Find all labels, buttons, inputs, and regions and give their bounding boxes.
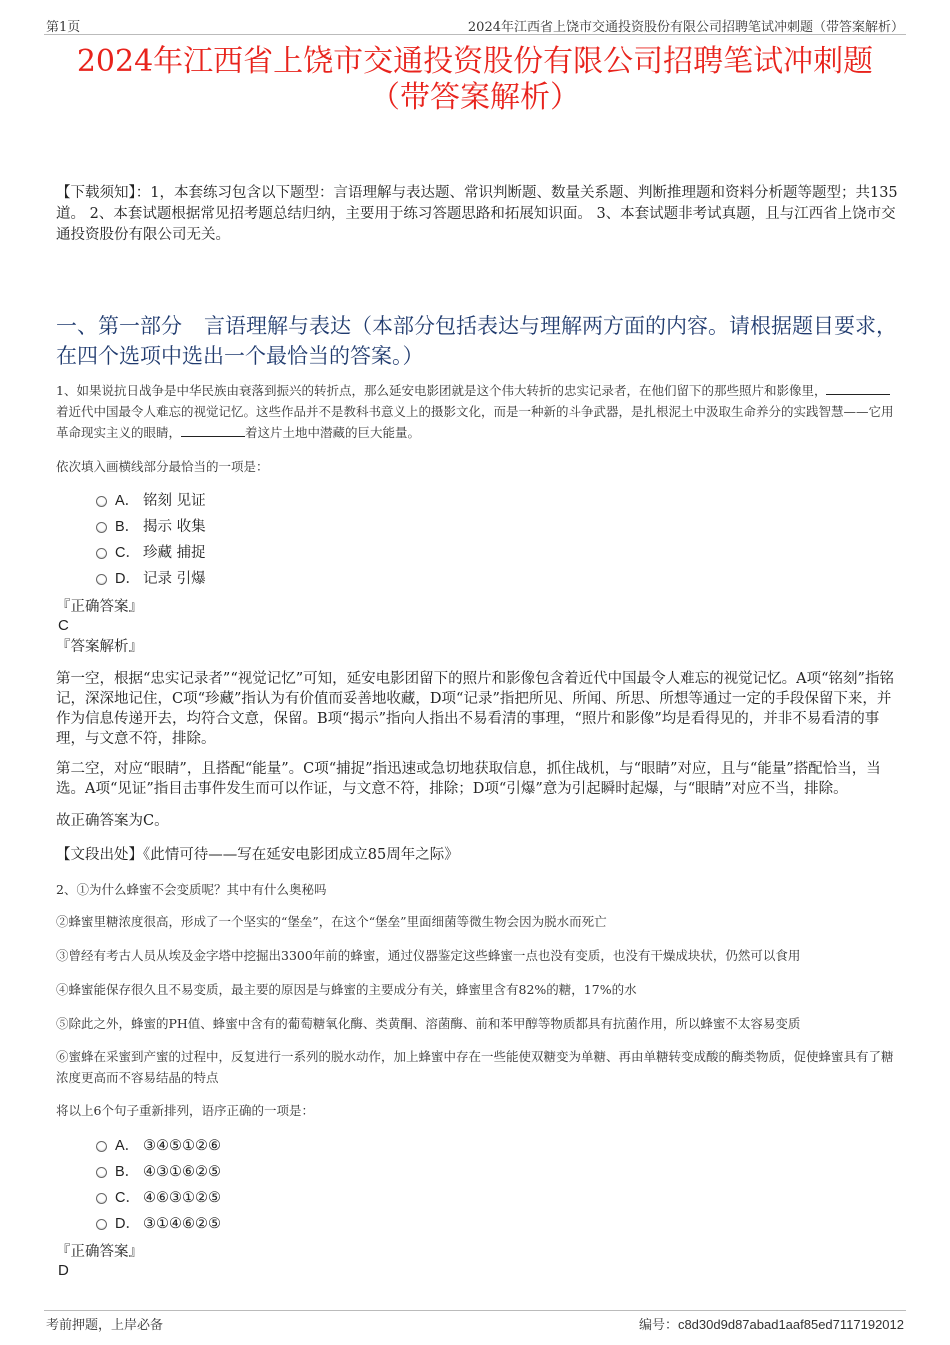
option-a[interactable]: A． ③④⑤①②⑥ bbox=[96, 1133, 221, 1159]
option-b[interactable]: B． ④③①⑥②⑤ bbox=[96, 1159, 221, 1185]
radio-icon[interactable] bbox=[96, 1219, 107, 1230]
question-2-sentence-4: ④蜂蜜能保存很久且不易变质，最主要的原因是与蜂蜜的主要成分有关，蜂蜜里含有82%的糖，17%的水 bbox=[56, 982, 637, 997]
section-part: 一、第一部分 bbox=[56, 314, 182, 338]
radio-icon[interactable] bbox=[96, 1141, 107, 1152]
question-1-prompt: 依次填入画横线部分最恰当的一项是： bbox=[56, 459, 269, 474]
passage-source: 【文段出处】《此情可待——写在延安电影团成立85周年之际》 bbox=[56, 847, 459, 863]
option-c[interactable]: C． ④⑥③①②⑤ bbox=[96, 1185, 221, 1211]
page-number: 第1页 bbox=[46, 20, 81, 35]
radio-icon[interactable] bbox=[96, 574, 107, 585]
document-code: 编号：c8d30d9d87abad1aaf85ed7117192012 bbox=[638, 1317, 904, 1333]
option-c[interactable]: C． 珍藏 捕捉 bbox=[96, 540, 206, 566]
question-1-options bbox=[96, 488, 206, 592]
download-notice: 【下载须知】：1，本套练习包含以下题型：言语理解与表达题、常识判断题、数量关系题、判断推理题和资料分析题等题型；共135道。 2、本套试题根据常见招考题总结归纳，主要用于练习答题思路和拓展知识面。 3、本套试题非考试真题，且与江西省上饶市交通投资股份有限公司无关。 bbox=[56, 185, 898, 243]
fill-blank-1 bbox=[826, 380, 890, 395]
radio-icon[interactable] bbox=[96, 1167, 107, 1178]
question-2-prompt: 将以上6个句子重新排列，语序正确的一项是： bbox=[56, 1103, 314, 1118]
title-line-2: （带答案解析） bbox=[370, 80, 580, 115]
page-footer bbox=[44, 1310, 906, 1331]
analysis-paragraph-2: 第二空，对应“眼睛”，且搭配“能量”。C项“捕捉”指迅速或急切地获取信息，抓住战机，与“眼睛”对应，且与“能量”搭配恰当，当选。A项“见证”指目击事件发生而可以作证，与文意不符，排除；D项“引爆”意为引起瞬时起爆，与“眼睛”对应不当，排除。 bbox=[56, 761, 881, 797]
analysis-label: 『答案解析』 bbox=[56, 639, 143, 655]
section-heading bbox=[56, 311, 906, 371]
question-2-sentence-3: ③曾经有考古人员从埃及金字塔中挖掘出3300年前的蜂蜜，通过仪器鉴定这些蜂蜜一点也没有变质，也没有干燥成块状，仍然可以食用 bbox=[56, 948, 801, 963]
title-line-1: 2024年江西省上饶市交通投资股份有限公司招聘笔试冲刺题 bbox=[76, 44, 874, 79]
correct-answer-label: 『正确答案』 bbox=[56, 599, 143, 615]
question-2-sentence-2: ②蜂蜜里糖浓度很高，形成了一个坚实的“堡垒”，在这个“堡垒”里面细菌等微生物会因为脱水而死亡 bbox=[56, 914, 607, 929]
question-2-options bbox=[96, 1133, 221, 1237]
option-d[interactable]: D． ③①④⑥②⑤ bbox=[96, 1211, 221, 1237]
footer-slogan: 考前押题，上岸必备 bbox=[46, 1318, 164, 1333]
analysis-paragraph-1: 第一空，根据“忠实记录者”“视觉记忆”可知，延安电影团留下的照片和影像包含着近代中国最令人难忘的视觉记忆。A项“铭刻”指铭记，深深地记住，C项“珍藏”指认为有价值而妥善地收藏，D项“记录”指把所见、所闻、所思、所想等通过一定的手段保留下来，并作为信息传递开去，均符合文意，保留。B项“揭示”指向人指出不易看清的事理，“照片和影像”均是看得见的，并非不易看清的事理，与文意不符，排除。 bbox=[56, 671, 894, 747]
radio-icon[interactable] bbox=[96, 548, 107, 559]
document-title bbox=[40, 44, 910, 116]
question-2-sentence-6: ⑥蜜蜂在采蜜到产蜜的过程中，反复进行一系列的脱水动作，加上蜂蜜中存在一些能使双糖变为单糖、再由单糖转变成酸的酶类物质，促使蜂蜜具有了糖浓度更高而不容易结晶的特点 bbox=[56, 1049, 894, 1085]
option-b[interactable]: B． 揭示 收集 bbox=[96, 514, 206, 540]
question-2-sentence-5: ⑤除此之外，蜂蜜的PH值、蜂蜜中含有的葡萄糖氧化酶、类黄酮、溶菌酶、前和苯甲醇等物质都具有抗菌作用，所以蜂蜜不太容易变质 bbox=[56, 1016, 801, 1031]
option-a[interactable]: A． 铭刻 见证 bbox=[96, 488, 206, 514]
option-d[interactable]: D． 记录 引爆 bbox=[96, 566, 206, 592]
fill-blank-2 bbox=[181, 422, 245, 437]
radio-icon[interactable] bbox=[96, 522, 107, 533]
correct-answer-value: C bbox=[58, 617, 69, 634]
section-description: 言语理解与表达（本部分包括表达与理解两方面的内容。请根据题目要求，在四个选项中选出一个最恰当的答案。） bbox=[56, 314, 897, 368]
radio-icon[interactable] bbox=[96, 496, 107, 507]
radio-icon[interactable] bbox=[96, 1193, 107, 1204]
page-header bbox=[44, 14, 906, 35]
question-2-sentence-1: 2、①为什么蜂蜜不会变质呢？其中有什么奥秘吗 bbox=[56, 882, 327, 897]
header-doc-title: 2024年江西省上饶市交通投资股份有限公司招聘笔试冲刺题（带答案解析） bbox=[467, 20, 904, 35]
correct-answer-value: D bbox=[58, 1262, 69, 1279]
analysis-conclusion: 故正确答案为C。 bbox=[56, 813, 169, 829]
correct-answer-label: 『正确答案』 bbox=[56, 1244, 143, 1260]
question-1-stem: 1、如果说抗日战争是中华民族由衰落到振兴的转折点，那么延安电影团就是这个伟大转折的忠实记录者，在他们留下的那些照片和影像里，着近代中国最令人难忘的视觉记忆。这些作品并不是教科书意义上的摄影文化，而是一种新的斗争武器，是扎根泥土中汲取生命养分的实践智慧——它用革命现实主义的眼睛， 着这片土地中潜藏的巨大能量。 bbox=[56, 380, 902, 443]
